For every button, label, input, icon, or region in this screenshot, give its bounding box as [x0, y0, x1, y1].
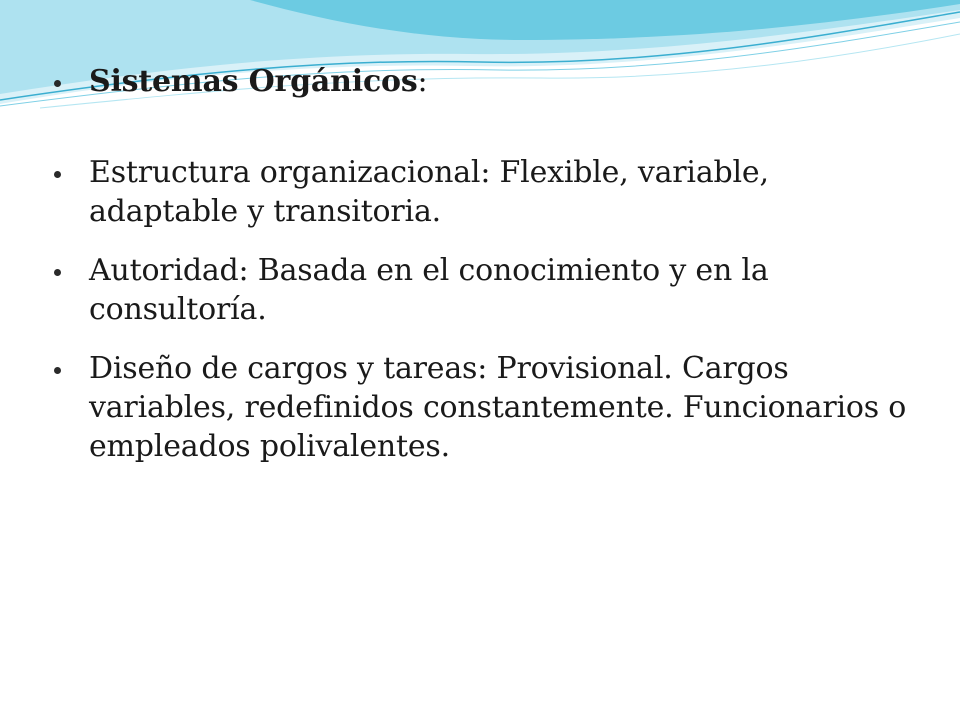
bullet-dot-icon: [54, 269, 61, 276]
bullet-text-authority: Autoridad: Basada en el conocimiento y en la consultoría.: [89, 253, 769, 327]
heading-bullet: [46, 62, 926, 101]
bullet-dot-icon: [54, 80, 61, 87]
bullet-dot-icon: [54, 171, 61, 178]
list-item: [46, 251, 926, 329]
slide-heading-colon: :: [417, 64, 428, 99]
bullet-text-structure: Estructura organizacional: Flexible, variable, adaptable y transitoria.: [89, 155, 769, 229]
slide-content: [46, 62, 926, 466]
list-item: [46, 349, 926, 466]
bullet-text-design: Diseño de cargos y tareas: Provisional. Cargos variables, redefinidos constantemente. Funcionarios o empleados polivalentes.: [89, 351, 907, 464]
list-item: [46, 153, 926, 231]
bullet-dot-icon: [54, 367, 61, 374]
slide-heading: Sistemas Orgánicos: [89, 64, 418, 99]
